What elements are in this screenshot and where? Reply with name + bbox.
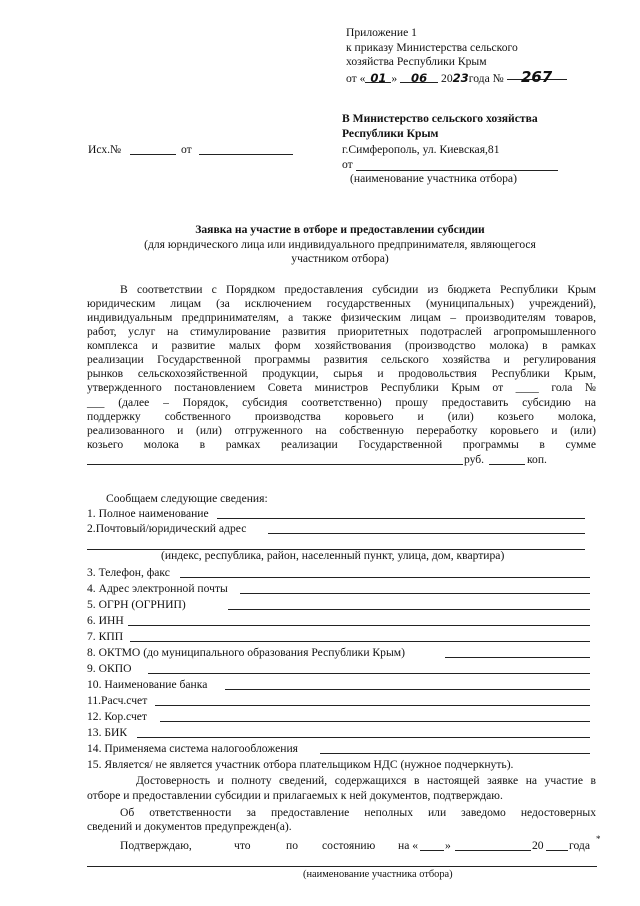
addressee-line-2: Республики Крым (342, 127, 439, 140)
field-vat-statement: 15. Является/ не является участник отбора плательщиком НДС (нужное подчеркнуть). (87, 758, 514, 771)
body-line-11: реализованного и (или) отгруженного на собственную переработку коровьего и (или) (87, 424, 596, 437)
field-okpo-line (148, 673, 590, 674)
confirm-day-blank (420, 850, 444, 851)
outgoing-date-blank (199, 154, 293, 155)
field-email-line (240, 593, 590, 594)
outgoing-number-label: Исх.№ (88, 143, 122, 156)
appendix-line-2: к приказу Министерства сельского (346, 41, 518, 54)
date-month-handwritten: 06 (400, 71, 438, 83)
confirm-year-suffix: года (569, 839, 590, 852)
addressee-line-1: В Министерство сельского хозяйства (342, 112, 538, 125)
body-line-10: поддержку собственного производства коровьего и (или) козьего молока, (87, 410, 596, 423)
confirm-word-1: Подтверждаю, (120, 839, 192, 852)
document-title: Заявка на участие в отборе и предоставлении субсидии (195, 223, 485, 236)
appendix-title: Приложение 1 (346, 26, 417, 39)
date-day-handwritten: 01 (365, 71, 391, 83)
participant-name-hint: (наименование участника отбора) (303, 869, 453, 880)
body-line-3: индивидуальным предпринимателям, а также физическим лицам – производителям товаров, (87, 311, 596, 324)
date-mid: » (391, 72, 398, 85)
field-address-line (268, 533, 585, 534)
field-account-label: 11.Расч.счет (87, 694, 148, 707)
field-ogrn-label: 5. ОГРН (ОГРНИП) (87, 598, 186, 611)
sum-kop-label: коп. (527, 453, 547, 466)
outgoing-number-blank (130, 154, 176, 155)
date-year-handwritten: 23 (452, 71, 469, 85)
field-kpp-label: 7. КПП (87, 630, 124, 643)
body-line-2: юридическим лицам (за исключением государственных (муниципальных) учреждений), (87, 297, 596, 310)
field-phone-label: 3. Телефон, факс (87, 566, 170, 579)
body-line-5: комплекса и развитие малых форм хозяйствования (производство молока) в рамках (87, 339, 596, 352)
body-line-8: утвержденного постановлением Совета министров Республики Крым от ____ гола № (87, 381, 596, 394)
confirm-word-3: по (286, 839, 299, 852)
field-tax-system-label: 14. Применяема система налогообложения (87, 742, 298, 755)
field-oktmo-line (445, 657, 590, 658)
confirm-year-prefix: 20 (532, 839, 544, 852)
participant-name-line (87, 866, 597, 867)
field-phone-line (180, 577, 590, 578)
confirm-paragraph-2-line-2: сведений и документов предупрежден(а). (87, 820, 292, 833)
field-corr-account-label: 12. Кор.счет (87, 710, 147, 723)
address-hint: (индекс, республика, район, населенный пункт, улица, дом, квартира) (161, 549, 505, 562)
field-okpo-label: 9. ОКПО (87, 662, 132, 675)
appendix-line-3: хозяйства Республики Крым (346, 55, 487, 68)
from-label: от (342, 158, 353, 171)
confirm-date-close: » (445, 839, 451, 852)
outgoing-date-label: от (181, 143, 192, 156)
confirm-month-blank (455, 850, 531, 851)
field-corr-account-line (160, 721, 590, 722)
field-kpp-line (130, 641, 590, 642)
date-suffix: года № (468, 72, 504, 85)
field-tax-system-line (320, 753, 590, 754)
field-bik-label: 13. БИК (87, 726, 128, 739)
field-account-line (155, 705, 590, 706)
field-bank-line (225, 689, 590, 690)
field-ogrn-line (228, 609, 590, 610)
date-prefix: от « (346, 72, 366, 85)
field-email-label: 4. Адрес электронной почты (87, 582, 228, 595)
body-line-12: козьего молока в рамках реализации Государственной программы в сумме (87, 438, 596, 451)
footnote-asterisk: * (596, 834, 601, 844)
body-line-1: В соответствии с Порядком предоставления субсидии из бюджета Республики Крым (120, 283, 596, 296)
field-full-name-label: 1. Полное наименование (87, 507, 209, 520)
field-inn-line (128, 625, 590, 626)
from-blank-line (356, 170, 558, 171)
field-full-name-line (217, 518, 585, 519)
confirm-paragraph-1-line-2: отборе и предоставлении субсидии и прилагаемых к ней документов, подтверждаю. (87, 789, 503, 802)
addressee-address: г.Симферополь, ул. Киевская,81 (342, 143, 500, 156)
field-inn-label: 6. ИНН (87, 614, 124, 627)
confirm-paragraph-2-line-1: Об ответственности за предоставление неполных или заведомо недостоверных (120, 806, 596, 819)
confirm-paragraph-1-line-1: Достоверность и полноту сведений, содержащихся в настоящей заявке на участие в (136, 774, 596, 787)
document-subtitle-2: участником отбора) (291, 252, 389, 265)
confirm-date-open: на « (398, 839, 419, 852)
sum-rub-blank (87, 464, 463, 465)
field-oktmo-label: 8. ОКТМО (до муниципального образования Республики Крым) (87, 646, 405, 659)
confirm-word-2: что (234, 839, 251, 852)
info-intro: Сообщаем следующие сведения: (106, 492, 268, 505)
field-address-label: 2.Почтовый/юридический адрес (87, 522, 247, 535)
sum-kop-blank (489, 464, 525, 465)
field-bank-label: 10. Наименование банка (87, 678, 208, 691)
confirm-word-4: состоянию (322, 839, 376, 852)
date-year-prefix: 20 (441, 72, 453, 85)
document-subtitle-1: (для юрндического лица или индивидуального предпринимателя, являющегося (144, 238, 536, 251)
body-line-7: рынков сельскохозяйственной продукции, сырья и продовольствия Республики Крым, (87, 367, 596, 380)
sum-rub-label: руб. (464, 453, 485, 466)
confirm-year-blank (546, 850, 568, 851)
field-bik-line (137, 737, 590, 738)
body-line-6: реализации Государственной программы развития сельского хозяйства и регулирования (87, 353, 596, 366)
order-number-handwritten: 267 (507, 68, 567, 80)
body-line-4: работ, услуг на стимулирование развития приоритетных подотраслей агропромышленного (87, 325, 596, 338)
order-date-line (346, 68, 567, 86)
body-line-9: ___ (далее – Порядок, субсидия соответственно) прошу предоставить субсидию на (87, 396, 596, 409)
from-hint: (наименование участника отбора) (350, 172, 517, 185)
